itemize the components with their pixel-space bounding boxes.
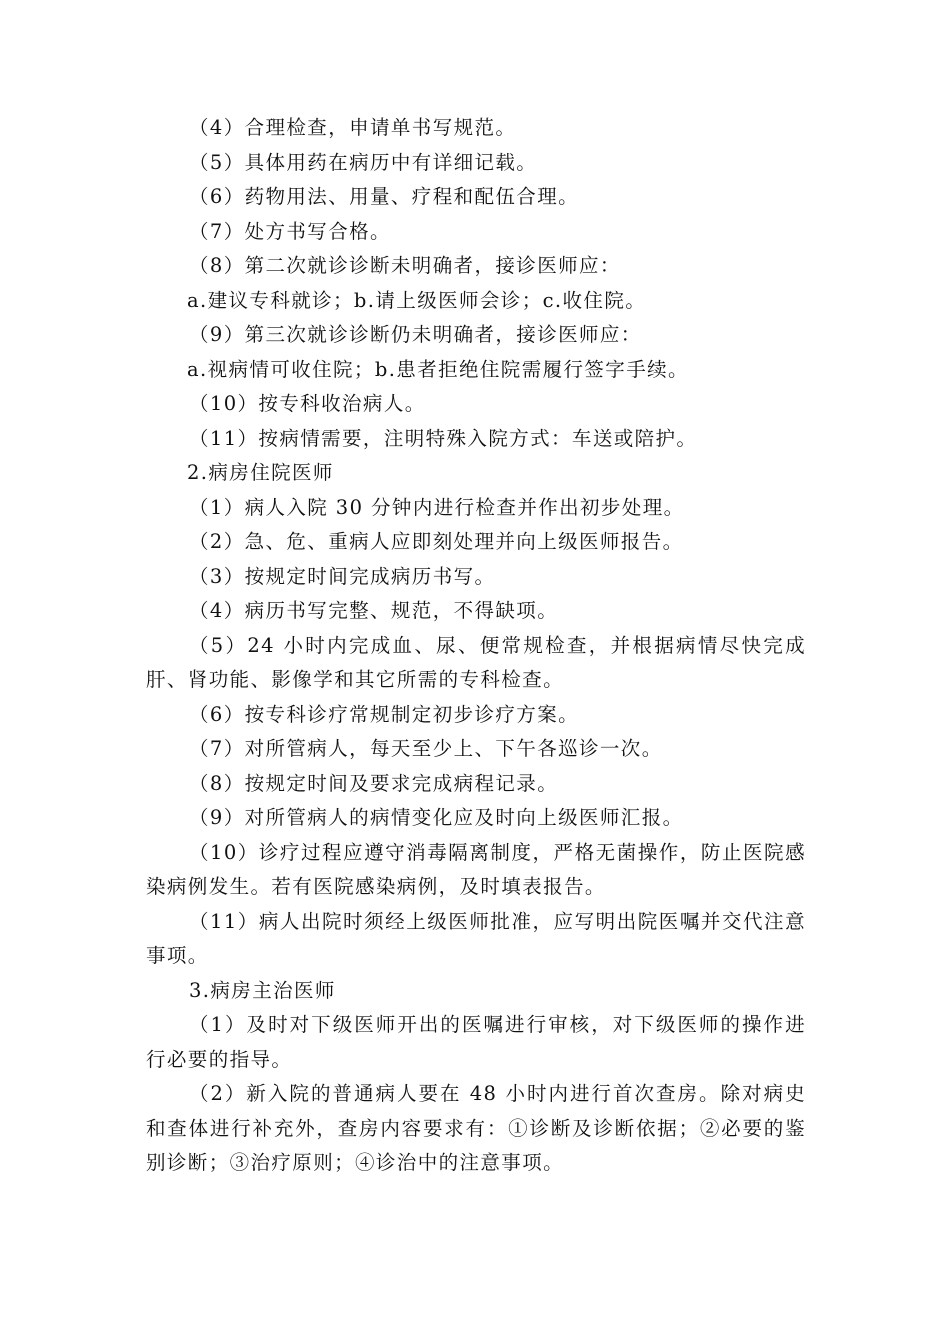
resident-item-3: （3）按规定时间完成病历书写。: [189, 564, 496, 588]
paragraph-9-third-visit: （9）第三次就诊诊断仍未明确者，接诊医师应：: [189, 323, 642, 346]
resident-item-4: （4）病历书写完整、规范，不得缺项。: [189, 599, 559, 622]
paragraph-10-admission: （10）按专科收治病人。: [189, 392, 426, 415]
paragraph-5-medication-record: （5）具体用药在病历中有详细记载。: [189, 150, 538, 174]
resident-item-8: （8）按规定时间及要求完成病程记录。: [189, 771, 559, 795]
resident-item-5: （5）24 小时内完成血、尿、便常规检查，并根据病情尽快完成肝、肾功能、影像学和其它所需的专科检查。: [146, 633, 806, 691]
document-body: [146, 111, 806, 1181]
resident-item-2: （2）急、危、重病人应即刻处理并向上级医师报告。: [189, 530, 684, 553]
attending-item-1: （1）及时对下级医师开出的医嘱进行审核，对下级医师的操作进行必要的指导。: [146, 1013, 806, 1071]
section-heading-attending: 3.病房主治医师: [189, 978, 336, 1002]
resident-item-7: （7）对所管病人，每天至少上、下午各巡诊一次。: [189, 737, 663, 760]
paragraph-8-options: a.建议专科就诊；b.请上级医师会诊；c.收住院。: [187, 288, 647, 312]
paragraph-7-prescription: （7）处方书写合格。: [189, 219, 391, 243]
resident-item-9: （9）对所管病人的病情变化应及时向上级医师汇报。: [189, 806, 684, 829]
resident-item-1: （1）病人入院 30 分钟内进行检查并作出初步处理。: [189, 495, 685, 519]
paragraph-8-second-visit: （8）第二次就诊诊断未明确者，接诊医师应：: [189, 254, 621, 277]
resident-item-10: （10）诊疗过程应遵守消毒隔离制度，严格无菌操作，防止医院感染病例发生。若有医院感染病例，及时填表报告。: [146, 840, 806, 898]
resident-item-6: （6）按专科诊疗常规制定初步诊疗方案。: [189, 702, 580, 726]
paragraph-4-exam: （4）合理检查，申请单书写规范。: [189, 116, 517, 139]
paragraph-6-drug-usage: （6）药物用法、用量、疗程和配伍合理。: [189, 185, 580, 208]
attending-item-2: （2）新入院的普通病人要在 48 小时内进行首次查房。除对病史和查体进行补充外，查房内容要求有：①诊断及诊断依据；②必要的鉴别诊断；③治疗原则；④诊治中的注意事项。: [146, 1082, 806, 1174]
section-heading-resident: 2.病房住院医师: [187, 461, 334, 484]
paragraph-11-admission-mode: （11）按病情需要，注明特殊入院方式：车送或陪护。: [189, 426, 698, 450]
resident-item-11: （11）病人出院时须经上级医师批准，应写明出院医嘱并交代注意事项。: [146, 909, 806, 967]
paragraph-9-options: a.视病情可收住院；b.患者拒绝住院需履行签字手续。: [187, 357, 689, 381]
